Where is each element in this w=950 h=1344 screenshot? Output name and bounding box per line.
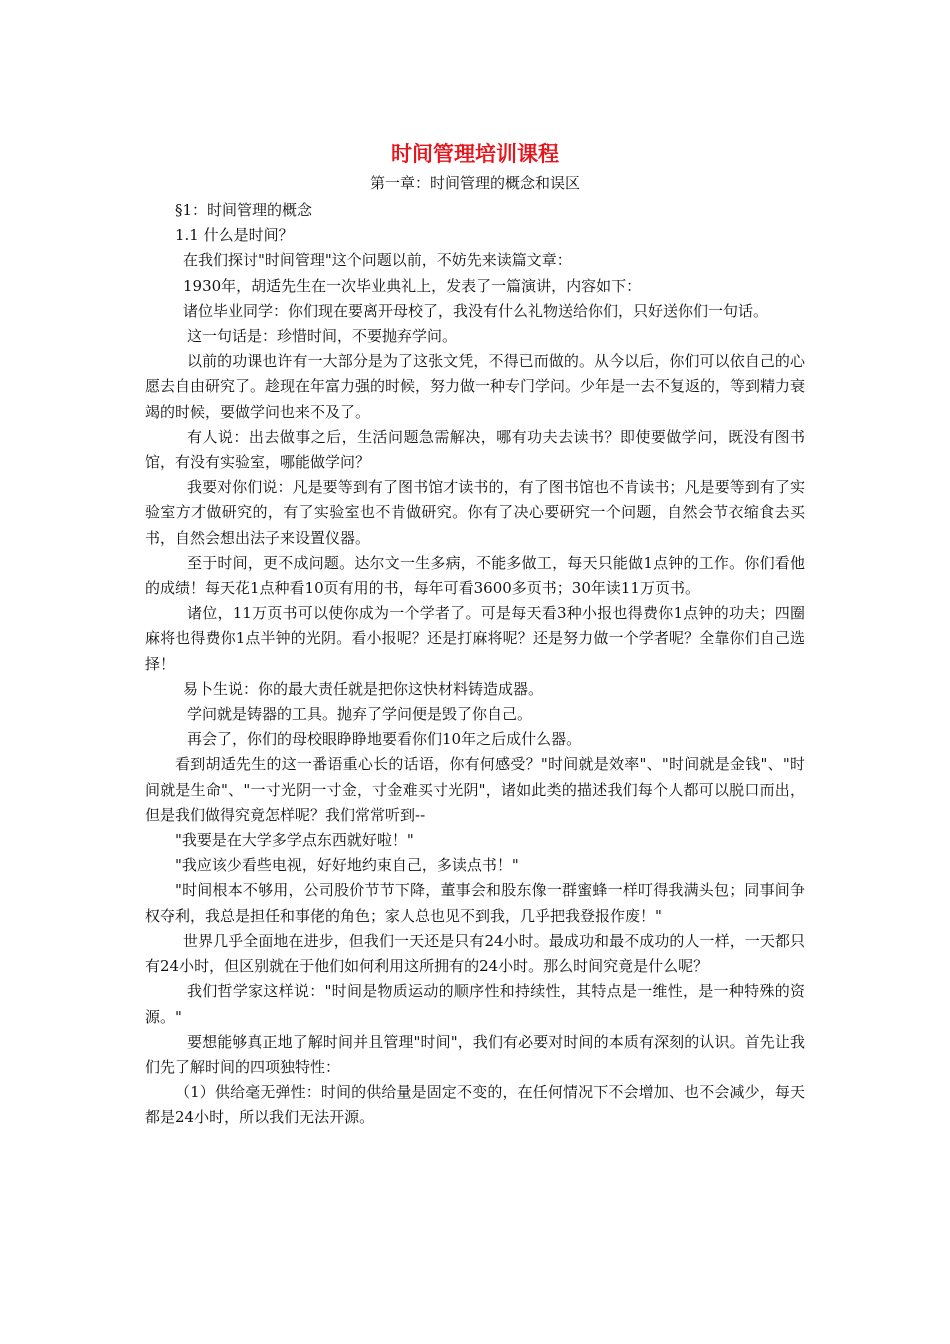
paragraph: 再会了，你们的母校眼睁睁地要看你们10年之后成什么器。	[187, 730, 582, 749]
paragraph: 这一句话是：珍惜时间，不要抛弃学问。	[187, 327, 458, 346]
section-heading: §1：时间管理的概念	[175, 201, 313, 219]
paragraph: 要想能够真正地了解时间并且管理"时间"，我们有必要对时间的本质有深刻的认识。首先让我们先了解时间的四项独特性：	[145, 1032, 805, 1076]
document-body	[145, 198, 805, 1131]
paragraph: 诸位，11万页书可以使你成为一个学者了。可是每天看3种小报也得费你1点钟的功夫；四圈麻将也得费你1点半钟的光阴。看小报呢？还是打麻将呢？还是努力做一个学者呢？全靠你们自己选择！	[145, 604, 805, 673]
paragraph: 至于时间，更不成问题。达尔文一生多病，不能多做工，每天只能做1点钟的工作。你们看他的成绩！每天花1点种看10页有用的书，每年可看3600多页书；30年读11万页书。	[145, 553, 805, 598]
chapter-heading: 第一章：时间管理的概念和误区	[369, 174, 580, 192]
paragraph: 诸位毕业同学：你们现在要离开母校了，我没有什么礼物送给你们，只好送你们一句话。	[183, 301, 769, 320]
paragraph: 易卜生说：你的最大责任就是把你这快材料铸造成器。	[183, 679, 544, 698]
quote-line: "我应该少看些电视，好好地约束自己，多读点书！"	[175, 856, 519, 875]
quote-line: "时间根本不够用，公司股价节节下降，董事会和股东像一群蜜蜂一样叮得我满头包；同事间争权夺利，我总是担任和事佬的角色；家人总也见不到我，几乎把我登报作废！"	[145, 881, 805, 925]
subsection-heading: 1.1 什么是时间？	[175, 226, 294, 245]
paragraph: 世界几乎全面地在进步，但我们一天还是只有24小时。最成功和最不成功的人一样，一天都只有24小时，但区别就在于他们如何利用这所拥有的24小时。那么时间究竟是什么呢？	[145, 931, 805, 976]
document-title: 时间管理培训课程	[391, 142, 559, 166]
paragraph: 学问就是铸器的工具。抛弃了学问便是毁了你自己。	[187, 705, 533, 724]
paragraph: 1930年，胡适先生在一次毕业典礼上，发表了一篇演讲，内容如下：	[183, 276, 642, 295]
quote-line: "我要是在大学多学点东西就好啦！"	[175, 831, 414, 850]
paragraph: （1）供给毫无弹性：时间的供给量是固定不变的，在任何情况下不会增加、也不会减少，每天都是24小时，所以我们无法开源。	[145, 1083, 805, 1127]
paragraph: 看到胡适先生的这一番语重心长的话语，你有何感受？"时间就是效率"、"时间就是金钱"、"时间就是生命"、"一寸光阴一寸金，寸金难买寸光阴"，诸如此类的描述我们每个人都可以脱口而出，但是我们做得究竟怎样呢？我们常常听到--	[145, 755, 805, 824]
paragraph: 以前的功课也许有一大部分是为了这张文凭，不得已而做的。从今以后，你们可以依自己的心愿去自由研究了。趁现在年富力强的时候，努力做一种专门学问。少年是一去不复返的，等到精力衰竭的时候，要做学问也来不及了。	[145, 352, 806, 421]
paragraph: 在我们探讨"时间管理"这个问题以前，不妨先来读篇文章：	[183, 251, 572, 270]
paragraph: 我们哲学家这样说："时间是物质运动的顺序性和持续性，其特点是一维性，是一种特殊的资源。"	[145, 982, 805, 1026]
paragraph: 有人说：出去做事之后，生活问题急需解决，哪有功夫去读书？即使要做学问，既没有图书馆，有没有实验室，哪能做学问？	[145, 427, 805, 472]
paragraph: 我要对你们说：凡是要等到有了图书馆才读书的，有了图书馆也不肯读书；凡是要等到有了实验室方才做研究的，有了实验室也不肯做研究。你有了决心要研究一个问题，自然会节衣缩食去买书，自然会想出法子来设置仪器。	[145, 478, 805, 547]
